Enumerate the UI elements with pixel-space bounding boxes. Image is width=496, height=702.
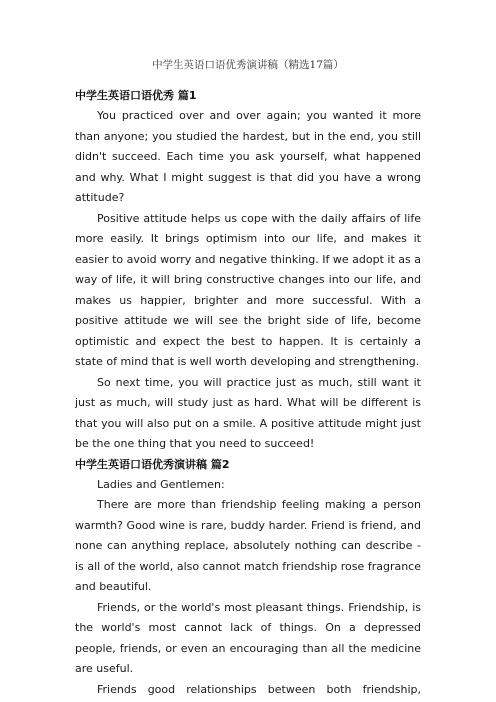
section-1 <box>75 86 421 455</box>
document-title: 中学生英语口语优秀演讲稿（精选17篇） <box>152 59 344 71</box>
paragraph: Friends, or the world's most pleasant things. Friendship, is the world's most cannot lack of things. On a depressed people, friends, or even an encouraging than all the medicine are useful. <box>75 600 421 675</box>
section-heading: 中学生英语口语优秀 篇1 <box>75 89 197 102</box>
section-heading: 中学生英语口语优秀演讲稿 篇2 <box>75 457 230 471</box>
paragraph: Positive attitude helps us cope with the daily affairs of life more easily. It brings optimism into our life, and makes it easier to avoid worry and negative thinking. If we adopt it as a way of life, it will bring constructive changes into our life, and makes us happier, brighter and more successful. With a positive attitude we will see the bright side of life, become optimistic and expect the best to happen. It is certainly a state of mind that is well worth developing and strengthening. <box>75 211 421 368</box>
document-body <box>75 86 421 700</box>
section-2 <box>75 455 421 701</box>
paragraph: You practiced over and over again; you wanted it more than anyone; you studied the hardest, but in the end, you still didn't succeed. Each time you ask yourself, what happened and why. What I might suggest is that did you have a wrong attitude? <box>75 109 421 204</box>
paragraph: So next time, you will practice just as much, still want it just as much, will study just as hard. What will be different is that you will also put on a smile. A positive attitude might just be the one thing that you need to succeed! <box>75 375 421 450</box>
paragraph: Ladies and Gentlemen: <box>97 477 225 491</box>
paragraph: Friends good relationships between both friendship, <box>97 682 421 696</box>
paragraph: There are more than friendship feeling making a person warmth? Good wine is rare, buddy harder. Friend is friend, and none can anything replace, absolutely nothing can describe - is all of the world, also cannot match friendship rose fragrance and beautiful. <box>75 498 421 593</box>
